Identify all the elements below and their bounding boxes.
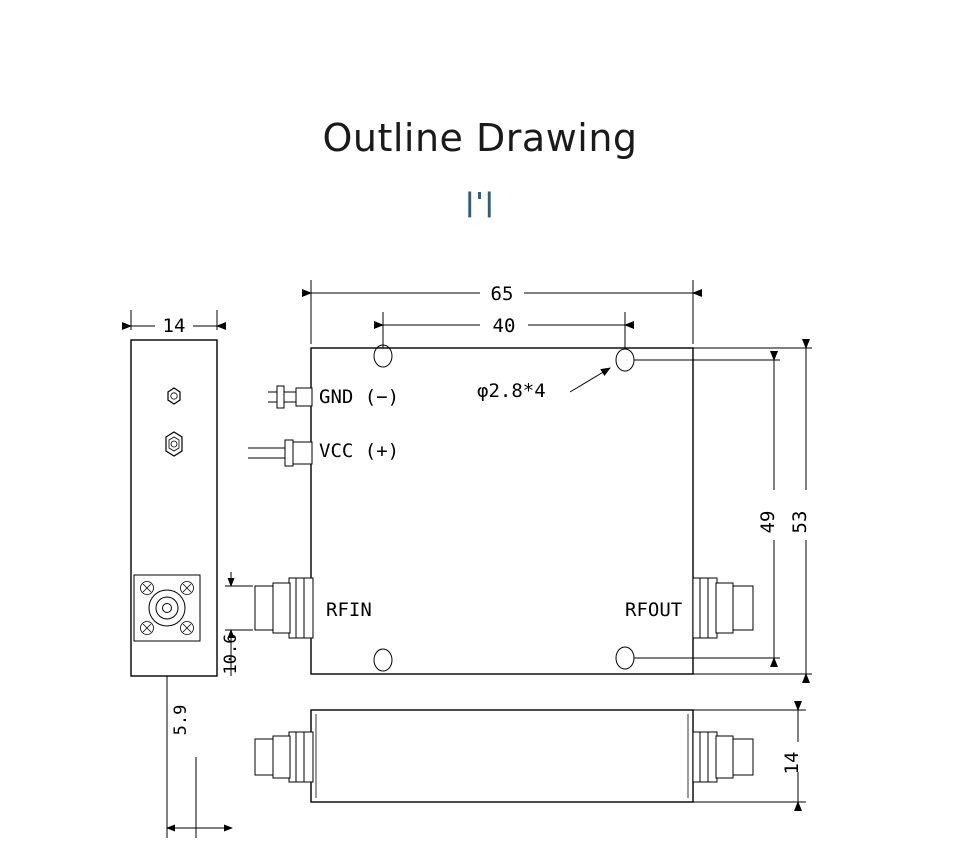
brand-logo: |'| xyxy=(465,188,495,218)
vcc-terminal xyxy=(248,440,312,466)
dim-value-5-9: 5.9 xyxy=(171,704,191,736)
dim-5-9-offset xyxy=(167,676,232,838)
sma-connector-flange xyxy=(134,575,200,641)
dim-value-65: 65 xyxy=(490,283,514,305)
gnd-terminal xyxy=(268,386,312,408)
dim-40-hole-spacing xyxy=(383,312,625,348)
bottom-view-right-connector xyxy=(693,732,753,782)
dim-value-40: 40 xyxy=(492,315,516,337)
dim-14-side-width xyxy=(131,310,217,337)
bottom-view xyxy=(167,676,806,838)
label-rfin: RFIN xyxy=(326,599,372,621)
label-rfout: RFOUT xyxy=(625,599,683,621)
dim-10-6-connector-height xyxy=(221,572,253,676)
hole-note-text: φ2.8*4 xyxy=(477,380,546,402)
top-view xyxy=(221,280,812,676)
dim-value-14-side: 14 xyxy=(162,315,186,337)
page-title: Outline Drawing xyxy=(322,116,638,160)
dim-value-14-thickness: 14 xyxy=(781,751,803,775)
dim-value-53: 53 xyxy=(789,510,811,534)
label-gnd: GND (−) xyxy=(319,386,400,408)
rfout-connector xyxy=(693,578,753,638)
label-vcc: VCC (+) xyxy=(319,440,400,462)
side-view-left xyxy=(131,310,217,676)
dim-value-10-6: 10.6 xyxy=(221,633,241,675)
bottom-view-left-connector xyxy=(255,732,313,782)
dim-value-49: 49 xyxy=(757,510,779,534)
rfin-connector xyxy=(255,578,313,638)
